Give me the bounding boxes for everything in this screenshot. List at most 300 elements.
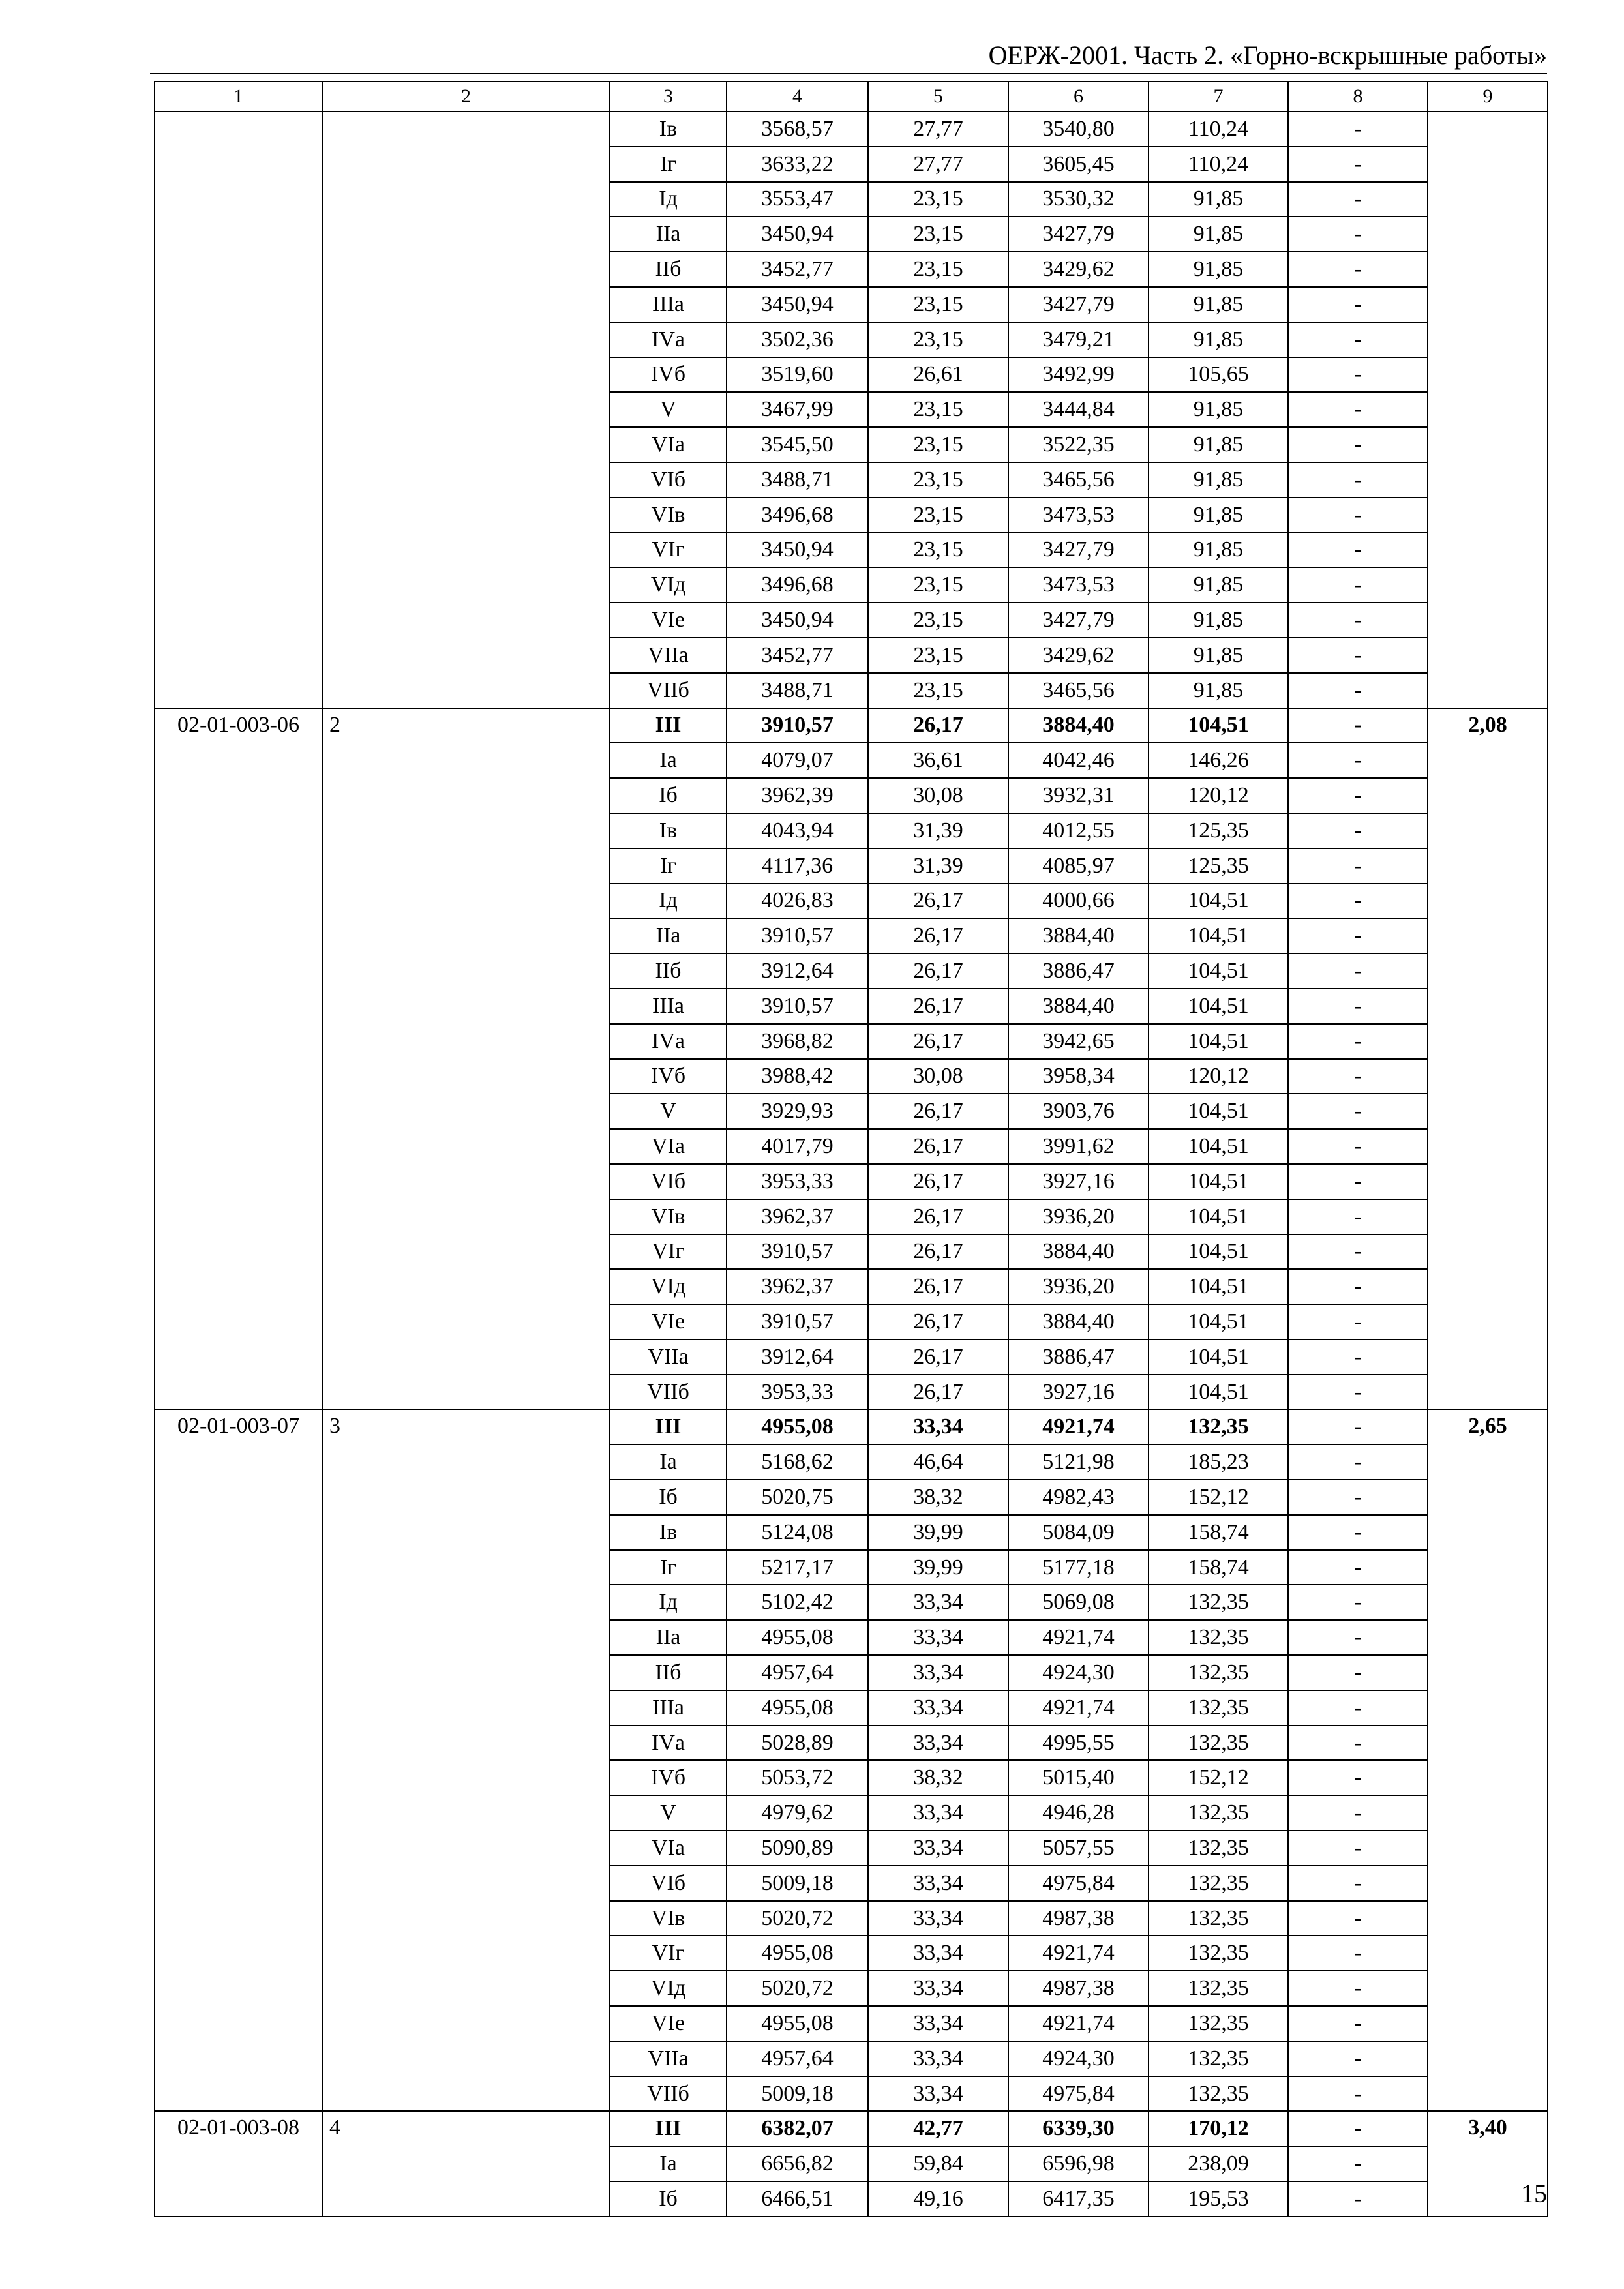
table-cell: 105,65 [1149,357,1288,393]
table-cell: 3496,68 [727,498,868,533]
table-cell: 3884,40 [1008,989,1149,1024]
table-cell: 23,15 [868,673,1008,708]
table-cell: 3479,21 [1008,322,1149,357]
table-cell: 104,51 [1149,1304,1288,1339]
table-cell: 3910,57 [727,1304,868,1339]
table-cell: 5124,08 [727,1515,868,1550]
table-cell: 132,35 [1149,1936,1288,1971]
column-number: 1 [155,82,322,112]
table-cell: - [1288,1515,1428,1550]
table-cell: 4987,38 [1008,1971,1149,2006]
table-cell: 3962,37 [727,1199,868,1234]
table-cell: - [1288,112,1428,147]
table-cell: 3936,20 [1008,1199,1149,1234]
table-cell: 33,34 [868,2006,1008,2041]
table-cell: 3903,76 [1008,1094,1149,1129]
table-cell: 91,85 [1149,217,1288,252]
table-cell: 26,61 [868,357,1008,393]
table-cell: 3450,94 [727,533,868,568]
column-number: 7 [1149,82,1288,112]
table-cell: 104,51 [1149,1024,1288,1059]
table-cell: - [1288,1971,1428,2006]
table-cell: 3450,94 [727,217,868,252]
table-cell: - [1288,1375,1428,1410]
table-cell: - [1288,217,1428,252]
table-cell: 91,85 [1149,673,1288,708]
table-cell: 3884,40 [1008,918,1149,953]
table-cell: 3519,60 [727,357,868,393]
table-cell: III [610,708,727,743]
table-cell: - [1288,1620,1428,1655]
table-cell: Iв [610,813,727,848]
table-cell: 3427,79 [1008,533,1149,568]
item-number: 4 [322,2111,610,2216]
table-cell: - [1288,1585,1428,1620]
table-cell: 3492,99 [1008,357,1149,393]
table-cell: 38,32 [868,1760,1008,1795]
table-cell: 132,35 [1149,2041,1288,2076]
table-cell: 49,16 [868,2181,1008,2217]
table-cell: 3886,47 [1008,953,1149,989]
table-cell: - [1288,1094,1428,1129]
table-cell: 5057,55 [1008,1831,1149,1866]
table-cell: VIд [610,1971,727,2006]
table-cell: VIа [610,427,727,462]
table-cell: 110,24 [1149,112,1288,147]
item-code: 02-01-003-07 [155,1409,322,2111]
table-cell: 3936,20 [1008,1269,1149,1304]
table-cell: 3444,84 [1008,392,1149,427]
table-cell: 4012,55 [1008,813,1149,848]
table-cell: 33,34 [868,1409,1008,1444]
table-cell: 4921,74 [1008,1620,1149,1655]
table-cell: - [1288,953,1428,989]
table-cell: 104,51 [1149,1339,1288,1375]
table-cell: VIд [610,567,727,603]
table-cell: 104,51 [1149,918,1288,953]
table-cell: 3912,64 [727,1339,868,1375]
table-cell: 4079,07 [727,743,868,778]
table-cell: 6339,30 [1008,2111,1149,2146]
table-cell: 4085,97 [1008,848,1149,884]
table-cell: 4975,84 [1008,1866,1149,1901]
table-cell: 91,85 [1149,252,1288,287]
table-cell: 26,17 [868,1164,1008,1199]
table-cell: 4975,84 [1008,2076,1149,2112]
table-cell: 4924,30 [1008,1655,1149,1690]
table-cell: 36,61 [868,743,1008,778]
table-cell: 42,77 [868,2111,1008,2146]
table-cell: 3427,79 [1008,603,1149,638]
table-cell: 3553,47 [727,182,868,217]
table-cell: 39,99 [868,1550,1008,1585]
table-cell: 26,17 [868,1199,1008,1234]
table-cell: IIб [610,953,727,989]
table-cell: 238,09 [1149,2146,1288,2181]
table-cell: IIа [610,918,727,953]
table-cell: 5028,89 [727,1726,868,1761]
table-cell: - [1288,989,1428,1024]
table-cell: - [1288,778,1428,813]
table-cell: - [1288,392,1428,427]
table-cell: 3502,36 [727,322,868,357]
table-cell: 3958,34 [1008,1059,1149,1094]
table-cell: VIб [610,1164,727,1199]
table-cell: IIа [610,1620,727,1655]
table-cell: 3886,47 [1008,1339,1149,1375]
table-cell: - [1288,848,1428,884]
table-cell: 3605,45 [1008,147,1149,182]
table-cell: - [1288,1164,1428,1199]
table-cell: 104,51 [1149,1164,1288,1199]
table-cell: - [1288,1234,1428,1270]
table-cell: - [1288,1480,1428,1515]
table-cell: 5177,18 [1008,1550,1149,1585]
table-cell: Iа [610,1444,727,1480]
table-cell: 33,34 [868,1936,1008,1971]
table-cell: VIг [610,1234,727,1270]
table-cell: Iд [610,884,727,919]
table-cell: 91,85 [1149,322,1288,357]
item-code: 02-01-003-06 [155,708,322,1410]
table-cell: Iб [610,2181,727,2217]
table-cell: - [1288,603,1428,638]
table-cell: 59,84 [868,2146,1008,2181]
table-cell: 23,15 [868,498,1008,533]
table-cell: 132,35 [1149,1620,1288,1655]
table-cell: 3465,56 [1008,462,1149,498]
table-cell: 104,51 [1149,989,1288,1024]
table-cell: 4957,64 [727,2041,868,2076]
table-cell: 91,85 [1149,533,1288,568]
table-cell: 26,17 [868,1375,1008,1410]
table-cell: 3427,79 [1008,217,1149,252]
table-cell: 31,39 [868,848,1008,884]
table-cell: 5020,75 [727,1480,868,1515]
item-number: 2 [322,708,610,1410]
table-cell: 3540,80 [1008,112,1149,147]
table-cell: 4955,08 [727,2006,868,2041]
table-cell: 33,34 [868,1585,1008,1620]
table-cell: 3942,65 [1008,1024,1149,1059]
table-cell: 4955,08 [727,1690,868,1726]
table-cell: VIг [610,1936,727,1971]
table-cell: 4042,46 [1008,743,1149,778]
table-cell: 3988,42 [727,1059,868,1094]
table-row [155,112,1548,147]
table-cell: 3465,56 [1008,673,1149,708]
table-cell: 4924,30 [1008,2041,1149,2076]
table-cell: - [1288,2076,1428,2112]
table-cell: 3968,82 [727,1024,868,1059]
table-cell: - [1288,1726,1428,1761]
page-number: 15 [1521,2179,1547,2208]
table-cell: Iа [610,743,727,778]
coefficient-cell: 3,40 [1428,2111,1548,2216]
table-cell: Iб [610,1480,727,1515]
table-cell: VIе [610,603,727,638]
table-cell: - [1288,1760,1428,1795]
table-cell: Iб [610,778,727,813]
table-cell: VIIа [610,638,727,673]
table-cell: 26,17 [868,1024,1008,1059]
table-cell: 26,17 [868,1234,1008,1270]
table-cell: 4955,08 [727,1620,868,1655]
header-rule [150,73,1547,74]
table-cell: 23,15 [868,603,1008,638]
table-cell: 3932,31 [1008,778,1149,813]
table-cell: - [1288,1936,1428,1971]
table-cell: - [1288,2146,1428,2181]
table-cell: - [1288,1339,1428,1375]
table-cell: 3488,71 [727,673,868,708]
table-cell: 5090,89 [727,1831,868,1866]
table-cell: - [1288,1901,1428,1936]
table-cell: - [1288,918,1428,953]
table-cell: VIIб [610,2076,727,2112]
table-cell: 23,15 [868,567,1008,603]
table-cell: 33,34 [868,1655,1008,1690]
table-cell: 3953,33 [727,1164,868,1199]
table-cell: 3429,62 [1008,252,1149,287]
table-cell: - [1288,498,1428,533]
table-cell: IVб [610,1760,727,1795]
table-cell: - [1288,2006,1428,2041]
table-row [155,1409,1548,1444]
table-cell: 104,51 [1149,1375,1288,1410]
table-cell: 158,74 [1149,1550,1288,1585]
table-cell: - [1288,1269,1428,1304]
table-cell: 5009,18 [727,2076,868,2112]
table-cell: 5020,72 [727,1971,868,2006]
table-cell: 23,15 [868,392,1008,427]
table-cell: 5009,18 [727,1866,868,1901]
table-cell: - [1288,1409,1428,1444]
table-cell: 91,85 [1149,567,1288,603]
table-cell: 3452,77 [727,638,868,673]
table-cell: - [1288,322,1428,357]
table-cell: 3929,93 [727,1094,868,1129]
table-cell: 120,12 [1149,778,1288,813]
table-cell: VIа [610,1831,727,1866]
table-cell: 26,17 [868,1129,1008,1164]
table-cell: IIб [610,1655,727,1690]
table-cell: 33,34 [868,1971,1008,2006]
table-cell: 132,35 [1149,1971,1288,2006]
table-cell: V [610,1094,727,1129]
table-cell: 5069,08 [1008,1585,1149,1620]
table-cell: - [1288,427,1428,462]
table-cell: 3473,53 [1008,498,1149,533]
table-cell: 3530,32 [1008,182,1149,217]
table-cell: 152,12 [1149,1760,1288,1795]
table-cell: 132,35 [1149,1585,1288,1620]
table-cell: VIе [610,2006,727,2041]
table-cell: 27,77 [868,147,1008,182]
table-cell: 23,15 [868,462,1008,498]
table-cell: 4921,74 [1008,2006,1149,2041]
table-cell: - [1288,252,1428,287]
table-cell: VIIб [610,673,727,708]
table-cell: 23,15 [868,217,1008,252]
table-cell: 104,51 [1149,708,1288,743]
table-cell: 3910,57 [727,918,868,953]
table-cell: 33,34 [868,1795,1008,1831]
table-cell: 5121,98 [1008,1444,1149,1480]
table-cell: 31,39 [868,813,1008,848]
table-cell: 91,85 [1149,427,1288,462]
table-cell: 4995,55 [1008,1726,1149,1761]
table-cell: 170,12 [1149,2111,1288,2146]
table-cell: - [1288,1444,1428,1480]
table-cell: - [1288,147,1428,182]
table-cell: 3910,57 [727,708,868,743]
table-cell: 3884,40 [1008,1304,1149,1339]
table-cell: 5168,62 [727,1444,868,1480]
table-cell: VIе [610,1304,727,1339]
table-cell: 6382,07 [727,2111,868,2146]
table-cell: 46,64 [868,1444,1008,1480]
table-cell: - [1288,462,1428,498]
table-cell: 4921,74 [1008,1690,1149,1726]
table-cell: 5217,17 [727,1550,868,1585]
table-row [155,2111,1548,2146]
table-cell: 5084,09 [1008,1515,1149,1550]
table-cell: IVа [610,322,727,357]
table-cell: 3953,33 [727,1375,868,1410]
table-cell: 4921,74 [1008,1409,1149,1444]
table-cell: 120,12 [1149,1059,1288,1094]
table-cell: - [1288,1199,1428,1234]
table-cell: VIб [610,1866,727,1901]
table-cell: V [610,392,727,427]
table-cell: 132,35 [1149,1831,1288,1866]
table-cell: 3910,57 [727,989,868,1024]
table-cell: 104,51 [1149,1199,1288,1234]
column-number: 5 [868,82,1008,112]
table-cell: VIб [610,462,727,498]
table-cell: VIд [610,1269,727,1304]
table-cell: 152,12 [1149,1480,1288,1515]
table-cell: Iг [610,147,727,182]
coefficient-cell [1428,112,1548,708]
table-cell: 3910,57 [727,1234,868,1270]
table-cell: - [1288,287,1428,322]
table-cell: IVб [610,357,727,393]
table-cell: - [1288,884,1428,919]
table-cell: 26,17 [868,884,1008,919]
table-cell: IIIа [610,287,727,322]
table-cell: Iв [610,112,727,147]
table-cell: VIв [610,498,727,533]
table-cell: 104,51 [1149,953,1288,989]
table-cell: 4982,43 [1008,1480,1149,1515]
table-cell: - [1288,2041,1428,2076]
table-row [155,708,1548,743]
table-cell: 23,15 [868,427,1008,462]
column-number: 4 [727,82,868,112]
table-cell: Iд [610,1585,727,1620]
table-cell: 5053,72 [727,1760,868,1795]
table-cell: 3473,53 [1008,567,1149,603]
item-number: 3 [322,1409,610,2111]
table-cell: 4946,28 [1008,1795,1149,1831]
table-cell: 104,51 [1149,1094,1288,1129]
table-cell: 91,85 [1149,603,1288,638]
table-cell: 195,53 [1149,2181,1288,2217]
table-cell: 26,17 [868,1304,1008,1339]
table-cell: 26,17 [868,989,1008,1024]
table-cell: 23,15 [868,638,1008,673]
table-cell: 3884,40 [1008,1234,1149,1270]
table-cell: 132,35 [1149,2006,1288,2041]
table-cell: 6656,82 [727,2146,868,2181]
table-cell: - [1288,2181,1428,2217]
table-cell: 132,35 [1149,1795,1288,1831]
table-cell: IIIа [610,1690,727,1726]
table-cell: 3912,64 [727,953,868,989]
table-cell: VIв [610,1901,727,1936]
table-cell: 185,23 [1149,1444,1288,1480]
column-number-row [155,82,1548,112]
table-cell: 33,34 [868,1866,1008,1901]
table-cell: - [1288,1304,1428,1339]
table-cell: 4117,36 [727,848,868,884]
table-cell: 6466,51 [727,2181,868,2217]
column-number: 2 [322,82,610,112]
table-cell: IIIа [610,989,727,1024]
table-cell: - [1288,1059,1428,1094]
table-cell: - [1288,1655,1428,1690]
table-cell: 132,35 [1149,1690,1288,1726]
table-cell: 30,08 [868,1059,1008,1094]
table-cell: 3450,94 [727,287,868,322]
table-cell: - [1288,813,1428,848]
table-cell: 3633,22 [727,147,868,182]
table-cell: - [1288,638,1428,673]
table-cell: 5015,40 [1008,1760,1149,1795]
table-cell: 23,15 [868,287,1008,322]
table-cell: Iг [610,848,727,884]
table-cell: - [1288,1129,1428,1164]
table-cell: 4955,08 [727,1409,868,1444]
table-cell: - [1288,2111,1428,2146]
table-cell: 110,24 [1149,147,1288,182]
table-cell: 104,51 [1149,1269,1288,1304]
table-cell: 3962,39 [727,778,868,813]
table-cell: 4043,94 [727,813,868,848]
table-cell: 3884,40 [1008,708,1149,743]
table-cell: 6596,98 [1008,2146,1149,2181]
table-cell: 3429,62 [1008,638,1149,673]
table-cell: 132,35 [1149,1901,1288,1936]
table-cell: 3452,77 [727,252,868,287]
table-cell: III [610,1409,727,1444]
table-cell: - [1288,1795,1428,1831]
table-cell: 4921,74 [1008,1936,1149,1971]
table-cell: IIа [610,217,727,252]
table-cell: 23,15 [868,322,1008,357]
table-cell: 104,51 [1149,1129,1288,1164]
table-cell: 3450,94 [727,603,868,638]
table-cell: 4955,08 [727,1936,868,1971]
item-code [155,112,322,708]
table-cell: 3496,68 [727,567,868,603]
table-cell: 30,08 [868,778,1008,813]
table-cell: 132,35 [1149,2076,1288,2112]
table-cell: 33,34 [868,1901,1008,1936]
table-cell: VIг [610,533,727,568]
